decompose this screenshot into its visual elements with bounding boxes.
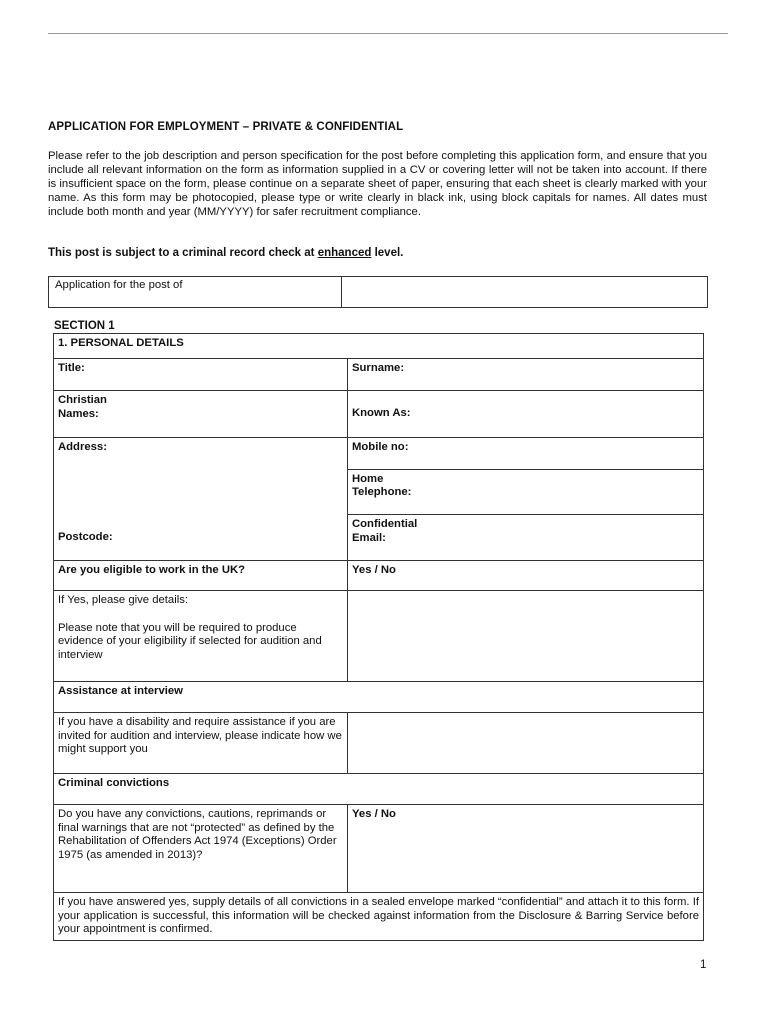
assistance-heading: Assistance at interview — [54, 682, 704, 713]
christian-names-label-1: Christian — [58, 394, 107, 406]
mobile-label: Mobile no: — [352, 441, 409, 453]
post-input[interactable] — [342, 277, 708, 308]
known-as-label: Known As: — [352, 407, 411, 420]
mobile-field[interactable] — [348, 438, 704, 470]
surname-label: Surname: — [352, 362, 405, 374]
form-title: APPLICATION FOR EMPLOYMENT – PRIVATE & CONFIDENTIAL — [48, 121, 404, 133]
notice-prefix: This post is subject to a criminal record check at — [48, 247, 318, 259]
home-telephone-label-1: Home — [352, 472, 384, 485]
criminal-heading: Criminal convictions — [54, 774, 704, 805]
known-as-field[interactable] — [348, 391, 704, 438]
notice-emphasis: enhanced — [317, 247, 372, 259]
post-table — [48, 276, 708, 308]
convictions-question: Do you have any convictions, cautions, reprimands or final warnings that are not “protected” as defined by the Rehabilitation of Offenders Act 1974 (Exceptions) Order 1975 (as amended in 2013)? — [54, 805, 348, 893]
convictions-answer[interactable]: Yes / No — [348, 805, 704, 893]
postcode-label: Postcode: — [58, 530, 113, 543]
surname-field[interactable] — [348, 359, 704, 391]
header-rule — [48, 33, 728, 34]
notice-suffix: level. — [371, 247, 404, 259]
title-field[interactable] — [54, 359, 348, 391]
evidence-note: Please note that you will be required to produce evidence of your eligibility if selected for audition and interview — [58, 621, 322, 661]
details-prompt: If Yes, please give details: — [58, 594, 189, 606]
convictions-note: If you have answered yes, supply details of all convictions in a sealed envelope marked “confidential” and attach it to this form. If your application is successful, this information will be checked against information from the Disclosure & Barring Service before your appointment is confirmed. — [54, 893, 704, 941]
personal-details-heading: 1. PERSONAL DETAILS — [54, 334, 704, 359]
email-label-2: Email: — [352, 531, 386, 544]
eligible-question: Are you eligible to work in the UK? — [54, 561, 348, 591]
email-field[interactable] — [348, 515, 704, 561]
home-telephone-label-2: Telephone: — [352, 486, 412, 498]
criminal-check-notice — [48, 247, 403, 259]
personal-details-table — [53, 333, 704, 941]
christian-names-label-2: Names: — [58, 407, 99, 420]
intro-paragraph: Please refer to the job description and person specification for the post before completing this application form, and ensure that you include all relevant information on the form as information supplied in a CV or covering letter will not be taken into account. If there is insufficient space on the form, please continue on a separate sheet of paper, ensuring that each sheet is clearly marked with your name. As this form may be photocopied, please type or write clearly in black ink, using block capitals for names. All dates must include both month and year (MM/YYYY) for safer recruitment compliance. — [48, 150, 707, 218]
assistance-input[interactable] — [348, 713, 704, 774]
christian-names-field[interactable] — [54, 391, 348, 438]
section-heading: SECTION 1 — [54, 320, 115, 332]
email-label-1: Confidential — [352, 518, 418, 531]
home-telephone-field[interactable] — [348, 469, 704, 515]
eligible-answer[interactable]: Yes / No — [348, 561, 704, 591]
page-number: 1 — [700, 959, 707, 971]
address-field[interactable] — [54, 438, 348, 561]
title-label: Title: — [58, 362, 85, 374]
assistance-prompt: If you have a disability and require assistance if you are invited for audition and interview, please indicate how we might support you — [54, 713, 348, 774]
address-label: Address: — [58, 441, 107, 453]
eligibility-details-input[interactable] — [348, 591, 704, 682]
eligibility-details-cell — [54, 591, 348, 682]
post-label: Application for the post of — [49, 277, 342, 308]
